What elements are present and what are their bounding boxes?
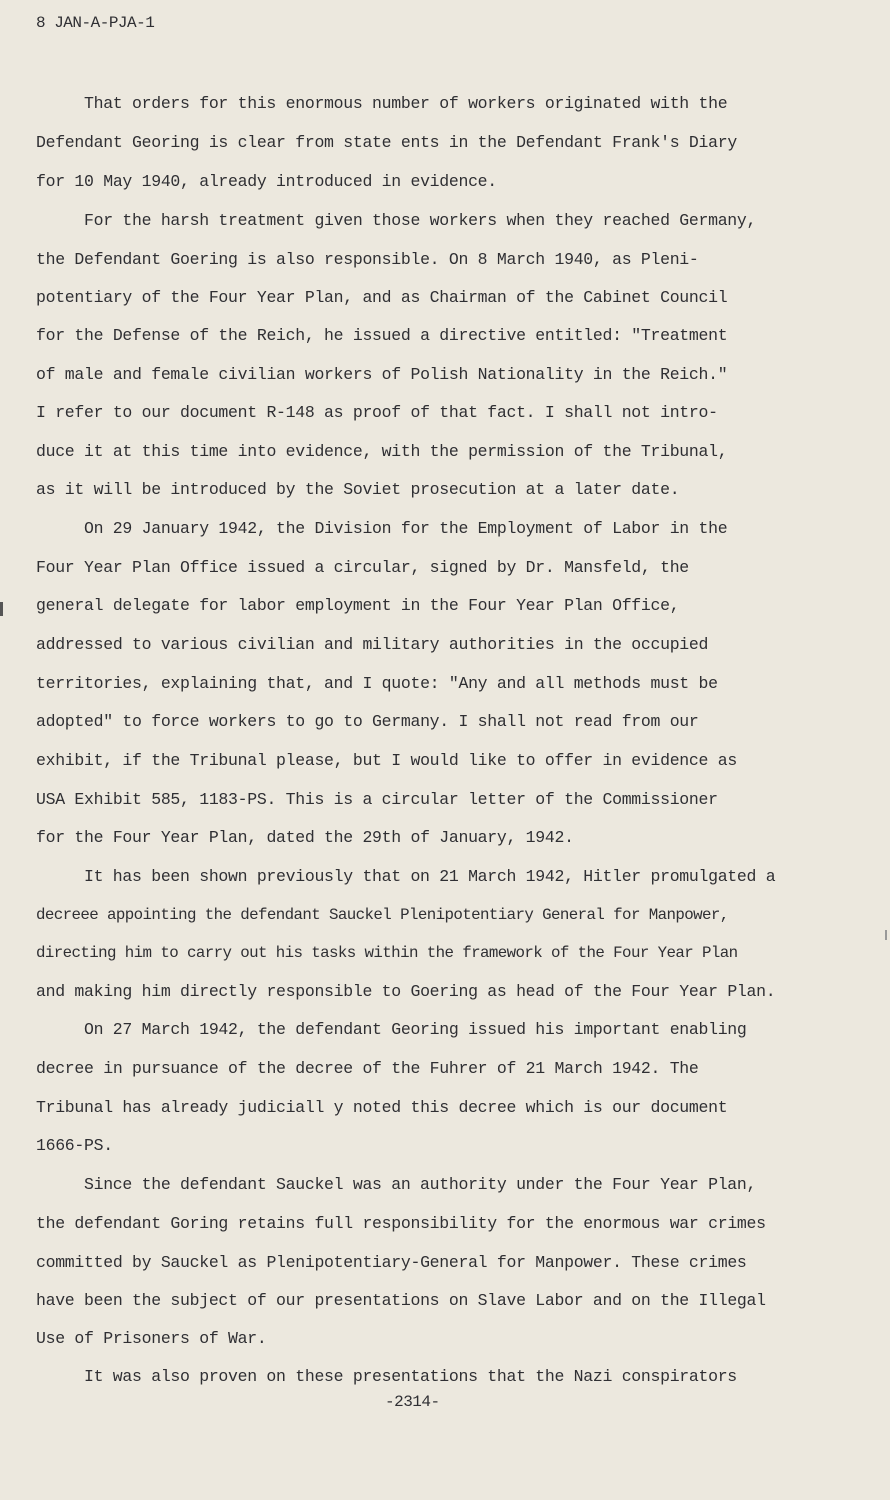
text-line: potentiary of the Four Year Plan, and as Chairman of the Cabinet Council <box>36 288 728 307</box>
text-line: adopted" to force workers to go to Germany. I shall not read from our <box>36 712 699 731</box>
document-reference: 8 JAN-A-PJA-1 <box>36 14 155 32</box>
text-line: It has been shown previously that on 21 March 1942, Hitler promulgated a <box>84 867 776 886</box>
text-line: addressed to various civilian and military authorities in the occupied <box>36 635 709 654</box>
text-line: of male and female civilian workers of Polish Nationality in the Reich." <box>36 365 728 384</box>
text-line: duce it at this time into evidence, with the permission of the Tribunal, <box>36 442 728 461</box>
text-line: 1666-PS. <box>36 1136 113 1155</box>
text-line: for the Four Year Plan, dated the 29th of January, 1942. <box>36 828 574 847</box>
punch-mark <box>0 602 3 616</box>
text-line: USA Exhibit 585, 1183-PS. This is a circular letter of the Commissioner <box>36 790 718 809</box>
text-line: Four Year Plan Office issued a circular, signed by Dr. Mansfeld, the <box>36 558 689 577</box>
text-line: That orders for this enormous number of workers originated with the <box>84 94 728 113</box>
text-line: for the Defense of the Reich, he issued a directive entitled: "Treatment <box>36 326 728 345</box>
text-line: decree in pursuance of the decree of the Fuhrer of 21 March 1942. The <box>36 1059 699 1078</box>
text-line: Use of Prisoners of War. <box>36 1329 267 1348</box>
text-line: For the harsh treatment given those workers when they reached Germany, <box>84 211 757 230</box>
edge-mark <box>885 930 887 940</box>
text-line: I refer to our document R-148 as proof of that fact. I shall not intro- <box>36 403 718 422</box>
text-line: have been the subject of our presentations on Slave Labor and on the Illegal <box>36 1291 766 1310</box>
text-line: Defendant Georing is clear from state ents in the Defendant Frank's Diary <box>36 133 737 152</box>
text-line: as it will be introduced by the Soviet prosecution at a later date. <box>36 480 680 499</box>
text-line: the defendant Goring retains full responsibility for the enormous war crimes <box>36 1214 766 1233</box>
text-line: On 27 March 1942, the defendant Georing issued his important enabling <box>84 1020 747 1039</box>
text-line: general delegate for labor employment in the Four Year Plan Office, <box>36 596 680 615</box>
text-line: decreee appointing the defendant Sauckel Plenipotentiary General for Manpower, <box>36 906 729 924</box>
text-line: exhibit, if the Tribunal please, but I would like to offer in evidence as <box>36 751 737 770</box>
text-line: Since the defendant Sauckel was an authority under the Four Year Plan, <box>84 1175 757 1194</box>
text-line: territories, explaining that, and I quote: "Any and all methods must be <box>36 674 718 693</box>
text-line: committed by Sauckel as Plenipotentiary-General for Manpower. These crimes <box>36 1253 747 1272</box>
text-line: the Defendant Goering is also responsible. On 8 March 1940, as Pleni- <box>36 250 699 269</box>
text-line: for 10 May 1940, already introduced in evidence. <box>36 172 497 191</box>
text-line: On 29 January 1942, the Division for the Employment of Labor in the <box>84 519 728 538</box>
page-number: -2314- <box>385 1393 440 1411</box>
text-line: It was also proven on these presentations that the Nazi conspirators <box>84 1367 737 1386</box>
text-line: directing him to carry out his tasks within the framework of the Four Year Plan <box>36 944 738 962</box>
text-line: Tribunal has already judiciall y noted this decree which is our document <box>36 1098 728 1117</box>
text-line: and making him directly responsible to Goering as head of the Four Year Plan. <box>36 982 776 1001</box>
